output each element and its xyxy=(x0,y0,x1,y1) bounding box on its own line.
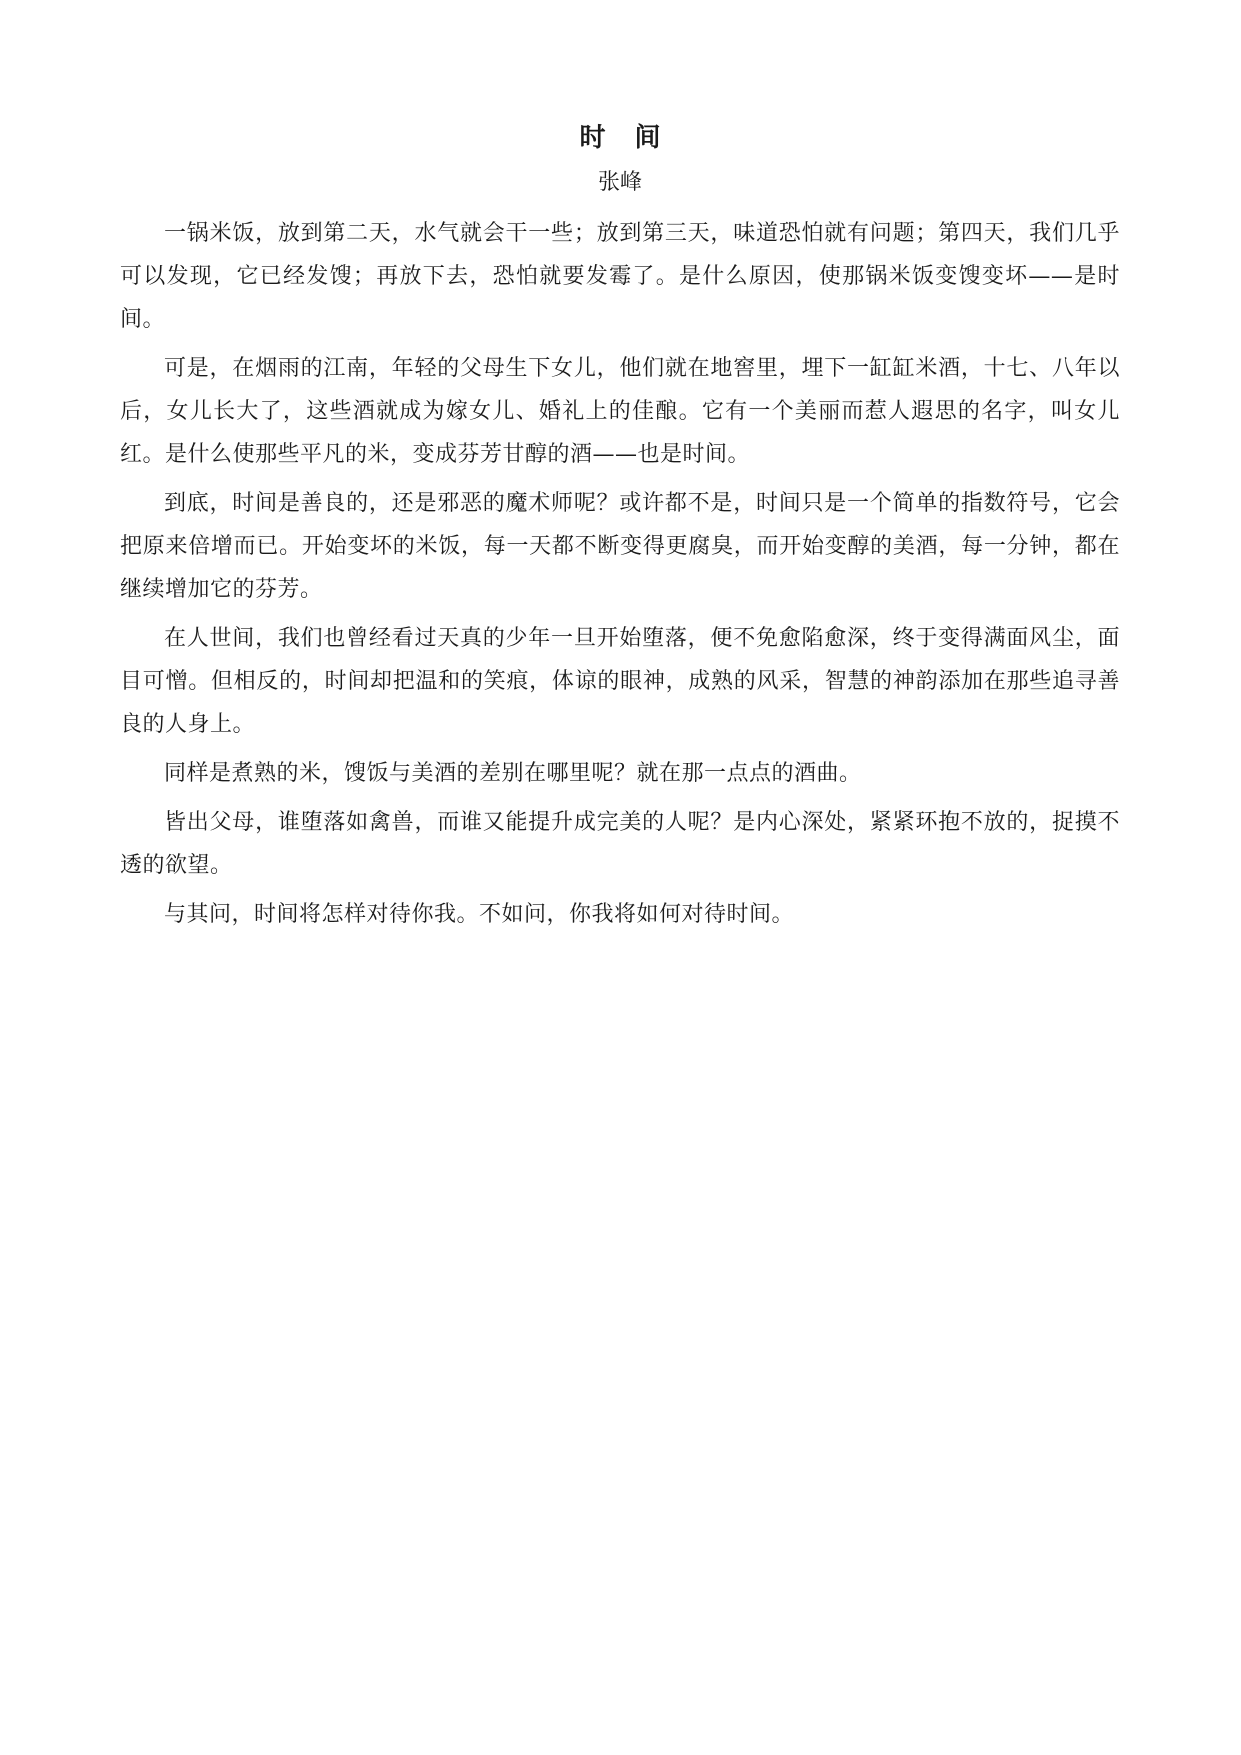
document-author: 张峰 xyxy=(597,170,642,195)
paragraph-7: 与其问，时间将怎样对待你我。不如问，你我将如何对待时间。 xyxy=(164,902,795,927)
document-body xyxy=(120,212,1120,936)
paragraph-6: 皆出父母，谁堕落如禽兽，而谁又能提升成完美的人呢？是内心深处，紧紧环抱不放的，捉摸不透的欲望。 xyxy=(120,810,1120,878)
paragraph-1: 一锅米饭，放到第二天，水气就会干一些；放到第三天，味道恐怕就有问题；第四天，我们几乎可以发现，它已经发馊；再放下去，恐怕就要发霉了。是什么原因，使那锅米饭变馊变坏——是时间。 xyxy=(120,221,1120,332)
paragraph-5: 同样是煮熟的米，馊饭与美酒的差别在哪里呢？就在那一点点的酒曲。 xyxy=(164,761,862,786)
paragraph-3: 到底，时间是善良的，还是邪恶的魔术师呢？或许都不是，时间只是一个简单的指数符号，它会把原来倍增而已。开始变坏的米饭，每一天都不断变得更腐臭，而开始变醇的美酒，每一分钟，都在继续增加它的芬芳。 xyxy=(120,491,1120,602)
document-title: 时 间 xyxy=(579,123,671,153)
paragraph-2: 可是，在烟雨的江南，年轻的父母生下女儿，他们就在地窖里，埋下一缸缸米酒，十七、八年以后，女儿长大了，这些酒就成为嫁女儿、婚礼上的佳酿。它有一个美丽而惹人遐思的名字，叫女儿红。是什么使那些平凡的米，变成芬芳甘醇的酒——也是时间。 xyxy=(120,356,1120,467)
paragraph-4: 在人世间，我们也曾经看过天真的少年一旦开始堕落，便不免愈陷愈深，终于变得满面风尘，面目可憎。但相反的，时间却把温和的笑痕，体谅的眼神，成熟的风采，智慧的神韵添加在那些追寻善良的人身上。 xyxy=(120,626,1120,737)
document-page xyxy=(120,118,1120,942)
